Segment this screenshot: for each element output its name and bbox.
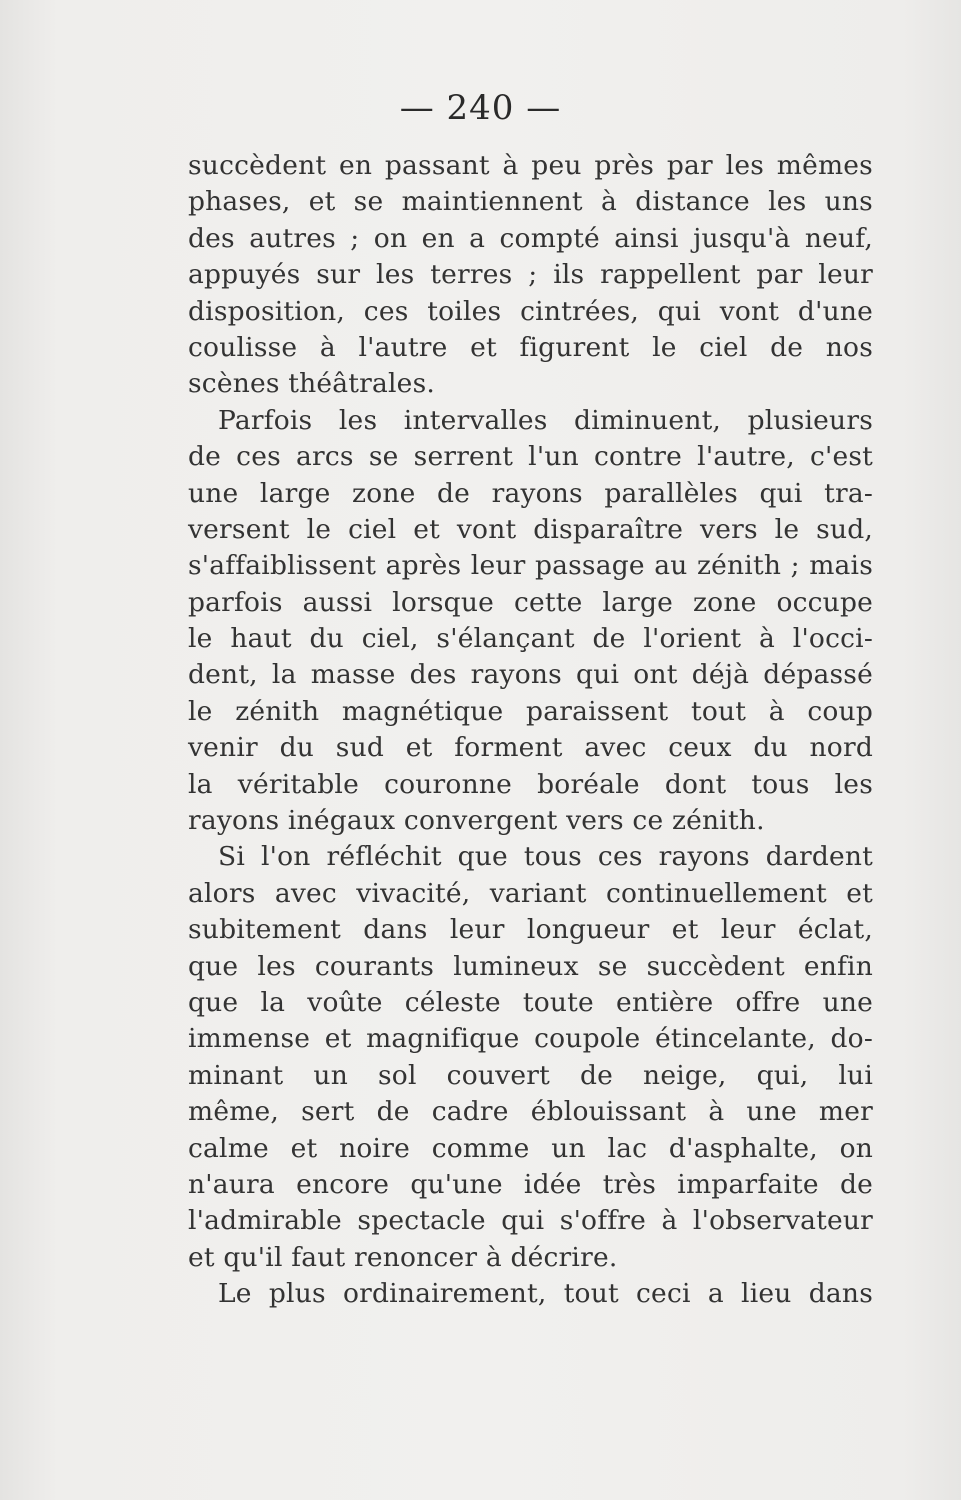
paragraph-first-line: Le plus ordinairement, tout ceci a lieu dans	[218, 1278, 873, 1310]
text-line: calme et noire comme un lac d'asphalte, on	[188, 1132, 873, 1164]
text-line: scènes théâtrales.	[188, 368, 435, 400]
text-line: coulisse à l'autre et figurent le ciel de nos	[188, 331, 873, 363]
paragraph-first-line: Si l'on réfléchit que tous ces rayons dardent	[218, 841, 873, 873]
text-line: dent, la masse des rayons qui ont déjà dépassé	[188, 659, 873, 691]
text-line: versent le ciel et vont disparaître vers le sud,	[188, 513, 873, 545]
text-line: et qu'il faut renoncer à décrire.	[188, 1241, 618, 1273]
text-line: disposition, ces toiles cintrées, qui vont d'une	[188, 295, 873, 327]
page-number: — 240 —	[399, 88, 562, 128]
paragraph-first-line: Parfois les intervalles diminuent, plusieurs	[218, 404, 873, 436]
text-line: rayons inégaux convergent vers ce zénith.	[188, 805, 765, 837]
text-line: parfois aussi lorsque cette large zone occupe	[188, 586, 873, 618]
text-line: succèdent en passant à peu près par les mêmes	[188, 150, 873, 181]
text-line: une large zone de rayons parallèles qui tra-	[188, 477, 873, 509]
text-line: immense et magnifique coupole étincelante, do-	[188, 1023, 873, 1055]
text-line: subitement dans leur longueur et leur éclat,	[188, 914, 873, 946]
text-line: venir du sud et forment avec ceux du nord	[188, 732, 873, 764]
text-line: le haut du ciel, s'élançant de l'orient à l'occi-	[188, 623, 873, 655]
text-line: que la voûte céleste toute entière offre une	[188, 986, 873, 1018]
text-line: phases, et se maintiennent à distance les uns	[188, 186, 873, 218]
body-text	[188, 148, 873, 1313]
text-line: le zénith magnétique paraissent tout à coup	[188, 695, 873, 727]
text-line: même, sert de cadre éblouissant à une mer	[188, 1096, 873, 1128]
text-line: appuyés sur les terres ; ils rappellent par leur	[188, 259, 873, 291]
text-line: minant un sol couvert de neige, qui, lui	[188, 1059, 873, 1091]
text-line: que les courants lumineux se succèdent enfin	[188, 950, 873, 982]
text-line: de ces arcs se serrent l'un contre l'autre, c'est	[188, 441, 873, 473]
text-line: alors avec vivacité, variant continuellement et	[188, 877, 873, 909]
text-line: des autres ; on en a compté ainsi jusqu'à neuf,	[188, 222, 873, 254]
text-line: l'admirable spectacle qui s'offre à l'observateur	[188, 1205, 873, 1237]
text-line: n'aura encore qu'une idée très imparfaite de	[188, 1168, 873, 1200]
text-line: la véritable couronne boréale dont tous les	[188, 768, 873, 800]
text-line: s'affaiblissent après leur passage au zénith ; mais	[188, 550, 873, 582]
